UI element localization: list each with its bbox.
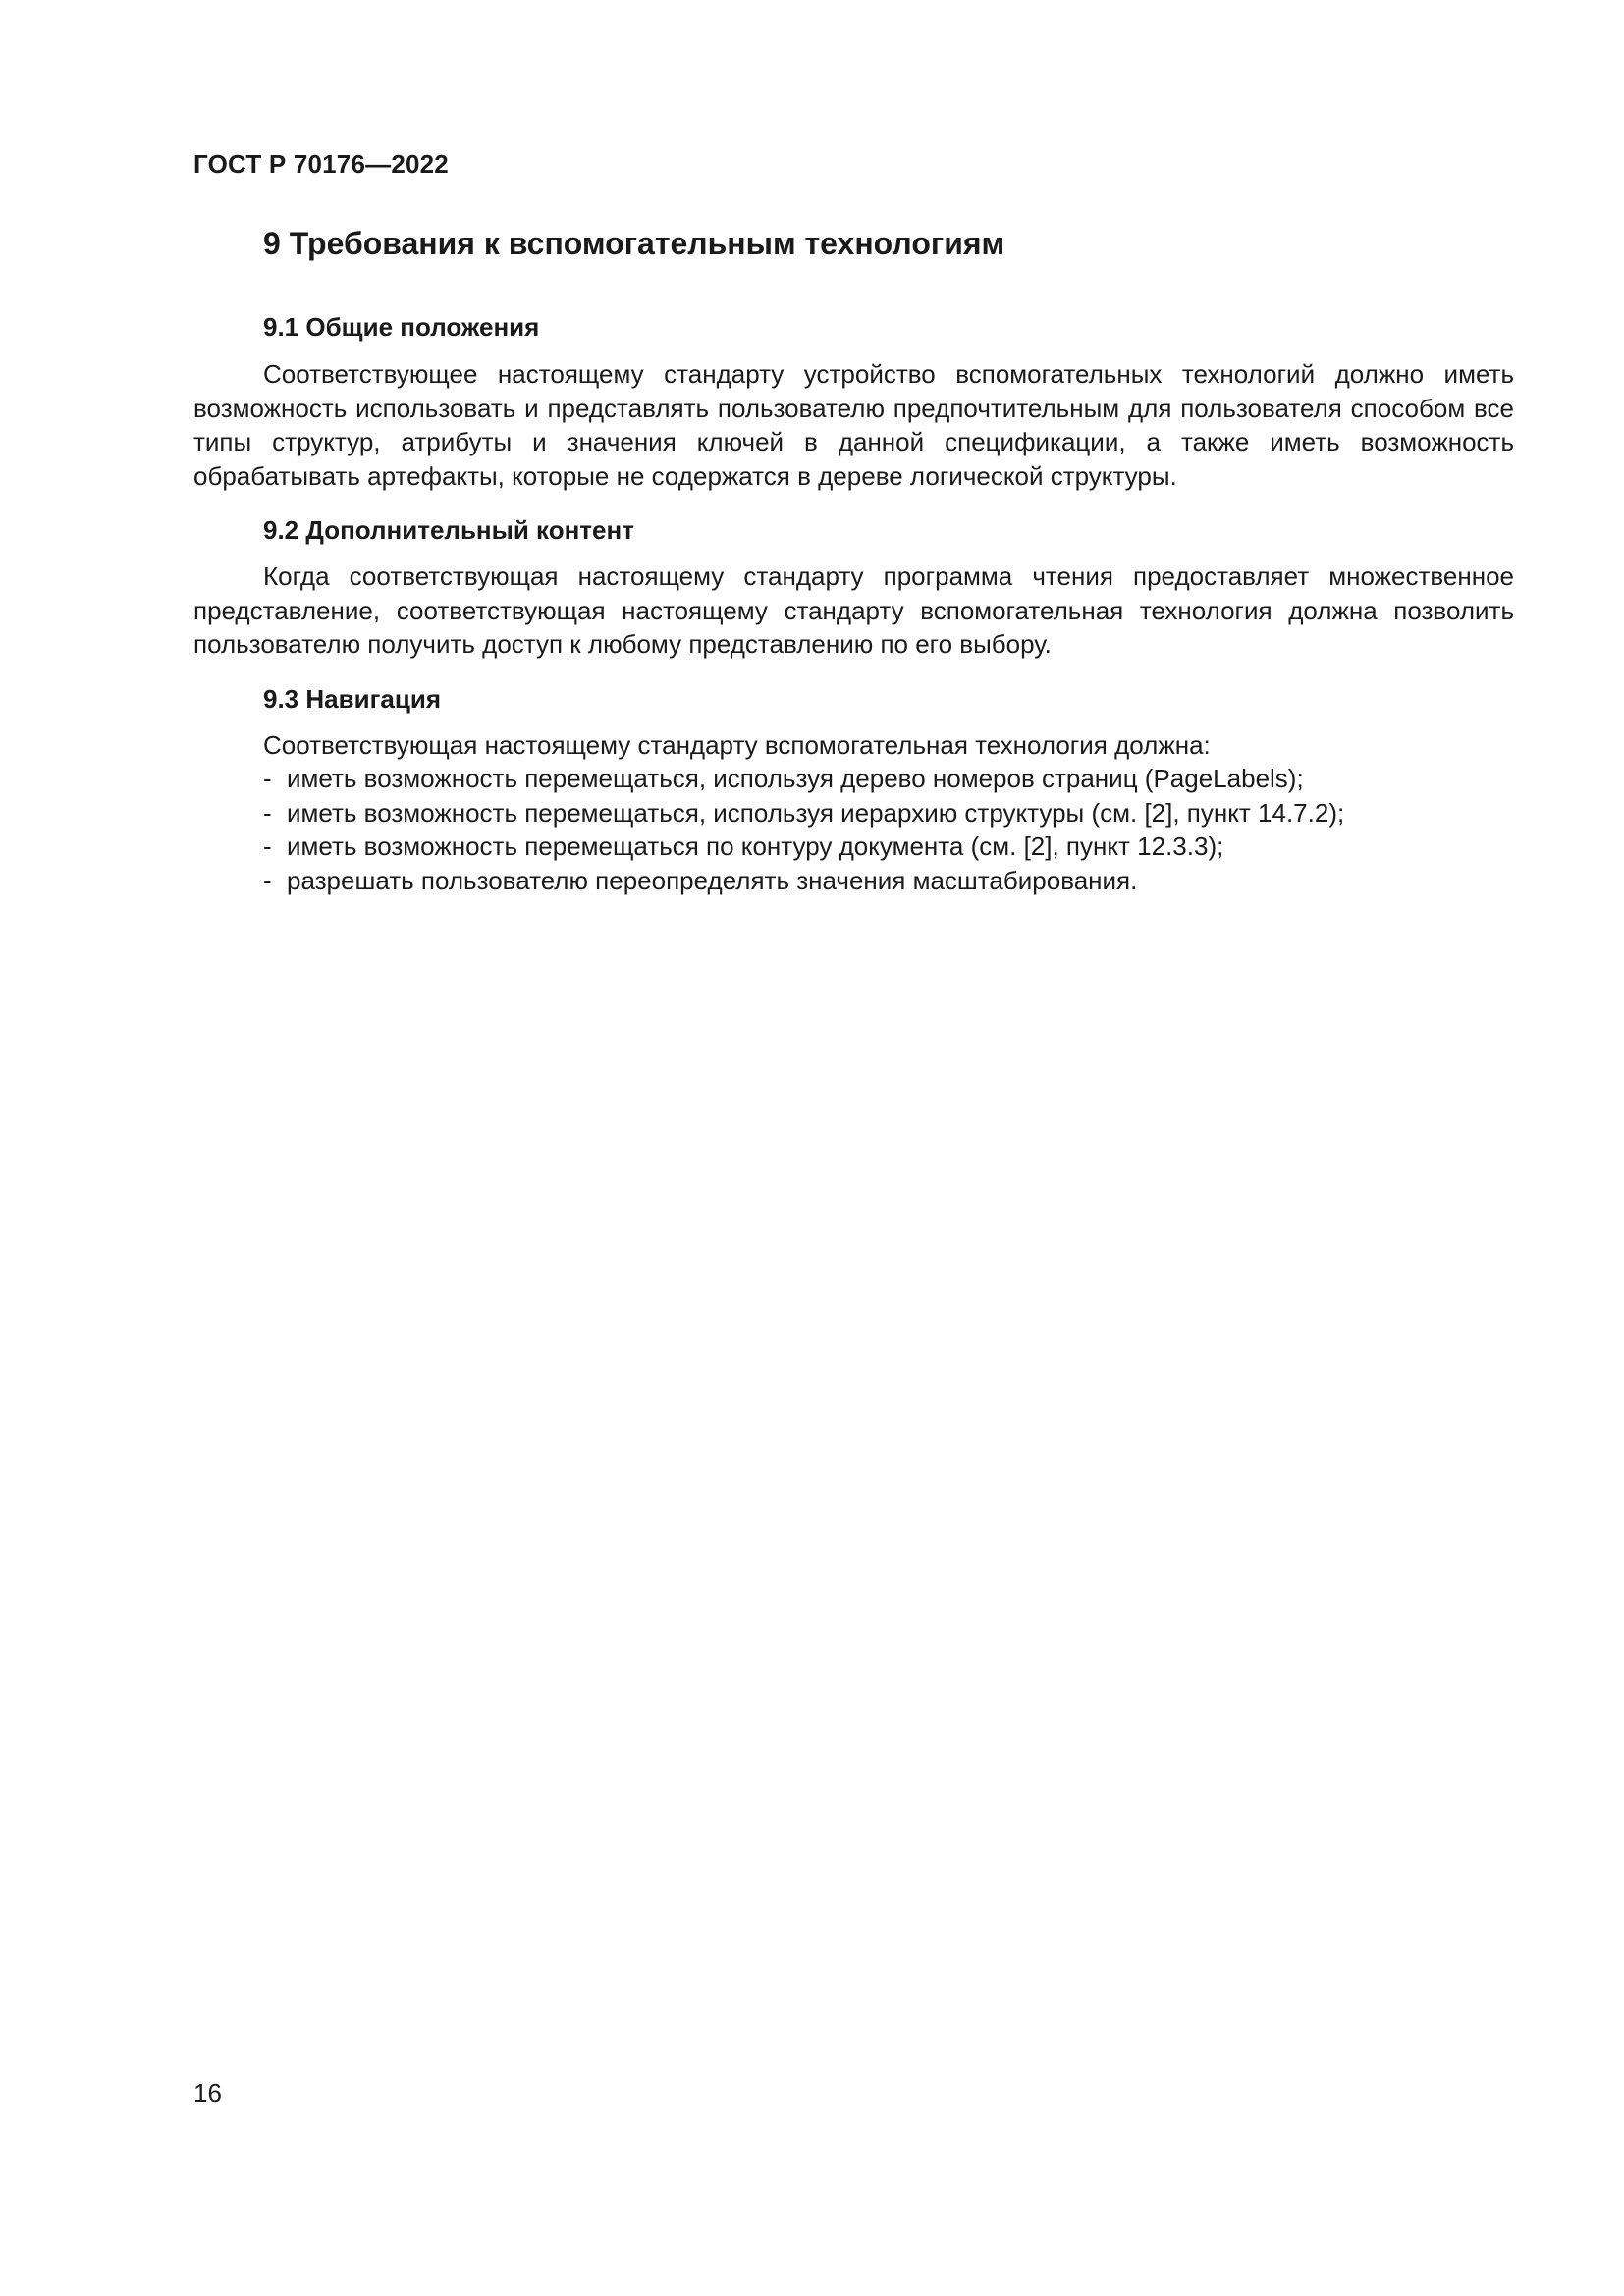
list-item [263,829,1344,864]
list-bullet: - [263,764,272,793]
list-bullet: - [263,865,272,895]
subsection-title-9-2: 9.2 Дополнительный контент [263,515,634,545]
list-item-text: иметь возможность перемещаться, используя иерархию структуры (см. [2], пункт 14.7.2); [287,797,1345,828]
list-item [263,864,1344,898]
list-item-text: иметь возможность перемещаться, используя дерево номеров страниц (PageLabels); [287,764,1304,793]
section-title: 9 Требования к вспомогательным технологиям [263,226,1005,261]
paragraph-9-1: Соответствующее настоящему стандарту устройство вспомогательных технологий должно иметь возможность использовать и представлять пользователю предпочтительным для пользователя способом все типы структур, атрибуты и значения ключей в данной спецификации, а также иметь возможность обрабатывать артефакты, которые не содержатся в дереве логической структуры. [193,359,1514,491]
subsection-title-9-3: 9.3 Навигация [263,684,441,714]
paragraph-9-2: Когда соответствующая настоящему стандарту программа чтения предоставляет множественное представление, соответствующая настоящему стандарту вспомогательная технология должна позволить пользователю получить доступ к любому представлению по его выбору. [193,561,1514,659]
list-item [263,762,1344,796]
document-header: ГОСТ Р 70176—2022 [193,149,449,179]
list-item [263,796,1344,830]
list-bullet: - [263,797,272,828]
page-number: 16 [193,2078,222,2108]
navigation-requirements-list [263,762,1344,897]
list-item-text: иметь возможность перемещаться по контуру документа (см. [2], пункт 12.3.3); [287,831,1224,861]
subsection-title-9-1: 9.1 Общие положения [263,312,540,342]
list-item-text: разрешать пользователю переопределять значения масштабирования. [287,865,1138,895]
list-bullet: - [263,831,272,861]
navigation-intro: Соответствующая настоящему стандарту вспомогательная технология должна: [263,730,1211,760]
